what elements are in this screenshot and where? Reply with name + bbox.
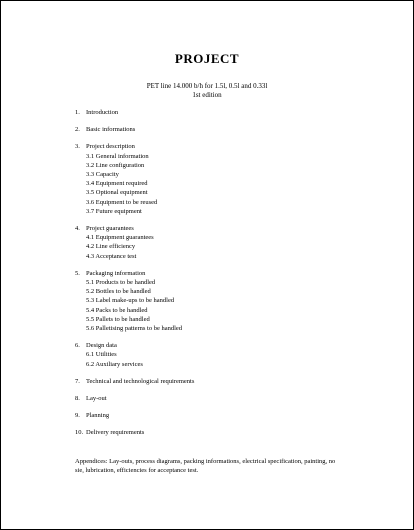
toc-subsection: 4.3 Acceptance test (86, 252, 137, 260)
toc-section (75, 269, 375, 333)
toc-section-heading (75, 108, 375, 117)
toc-section-number: 2. (75, 126, 80, 134)
toc-section (75, 125, 375, 134)
toc-subsection: 3.2 Line configuration (86, 161, 145, 169)
toc-section-number: 9. (75, 412, 80, 420)
toc-section-number: 5. (75, 269, 80, 277)
toc-section-label: Introduction (86, 109, 119, 116)
toc-subsection: 6.1 Utilities (86, 351, 117, 359)
toc-subsection: 6.2 Auxiliary services (86, 360, 143, 368)
toc-section (75, 377, 375, 386)
toc-subsection: 5.4 Packs to be handled (86, 306, 148, 314)
toc-section (75, 142, 375, 216)
toc-subsection: 5.1 Products to be handled (86, 279, 156, 287)
toc-section (75, 411, 375, 420)
toc-section-heading (75, 125, 375, 134)
toc-section-number: 6. (75, 342, 80, 350)
toc-section-label: Project guarantees (86, 225, 134, 233)
toc-subsection: 4.2 Line efficiency (86, 243, 136, 251)
toc-section-label: Project description (86, 143, 135, 151)
toc-section-label: Lay-out (86, 395, 107, 403)
toc-section-label: Basic informations (86, 126, 136, 134)
toc-subsection: 3.4 Equipment required (86, 180, 148, 188)
subtitle-line-2: 1st edition (192, 91, 222, 99)
toc-subsection: 4.1 Equipment guarantees (86, 234, 154, 242)
toc-section (75, 224, 375, 261)
toc-subsection: 3.5 Optional equipment (86, 189, 148, 197)
toc-section (75, 108, 375, 117)
toc-subsection: 3.7 Future equipment (86, 207, 142, 215)
subtitle-line-1: PET line 14.000 b/h for 1.5l, 0.5l and 0.33l (146, 82, 268, 90)
toc-section-heading (75, 428, 375, 437)
toc-section-number: 7. (75, 377, 80, 385)
toc-section-label: Technical and technological requirements (86, 377, 195, 385)
toc-section-label: Design data (86, 342, 117, 350)
toc-section-label: Packaging information (86, 269, 146, 277)
toc-section-heading (75, 224, 375, 233)
toc-section-heading (75, 142, 375, 151)
toc-section-label: Planning (86, 412, 110, 420)
table-of-contents (75, 108, 375, 438)
toc-section-number: 4. (75, 225, 80, 233)
toc-subsection: 3.1 General information (86, 152, 149, 160)
appendices-text: Appendices: Lay-outs, process diagrams, packing informations, electrical specification, painting, no sie, lubrication, efficiencies for acceptance test. (75, 458, 336, 475)
toc-section-number: 8. (75, 395, 80, 403)
toc-section-heading (75, 341, 375, 350)
toc-section-number: 10. (75, 429, 84, 437)
toc-subsection: 5.2 Bottles to be handled (86, 288, 151, 296)
toc-section-number: 1. (75, 109, 80, 116)
toc-section (75, 341, 375, 369)
toc-subsection: 5.3 Label make-ups to be handled (86, 297, 175, 305)
toc-section-heading (75, 269, 375, 278)
toc-section-label: Delivery requirements (86, 429, 145, 437)
toc-subsection: 5.6 Palletising patterns to be handled (86, 325, 183, 333)
document-subtitle (1, 82, 413, 100)
toc-section (75, 428, 375, 437)
toc-section (75, 394, 375, 403)
toc-subsection: 3.6 Equipment to be reused (86, 198, 158, 206)
toc-section-number: 3. (75, 143, 80, 151)
toc-section-heading (75, 394, 375, 403)
toc-section-heading (75, 411, 375, 420)
toc-section-heading (75, 377, 375, 386)
toc-subsection: 3.3 Capacity (86, 171, 119, 179)
toc-subsection: 5.5 Pallets to be handled (86, 315, 150, 323)
document-title: PROJECT (174, 51, 240, 66)
